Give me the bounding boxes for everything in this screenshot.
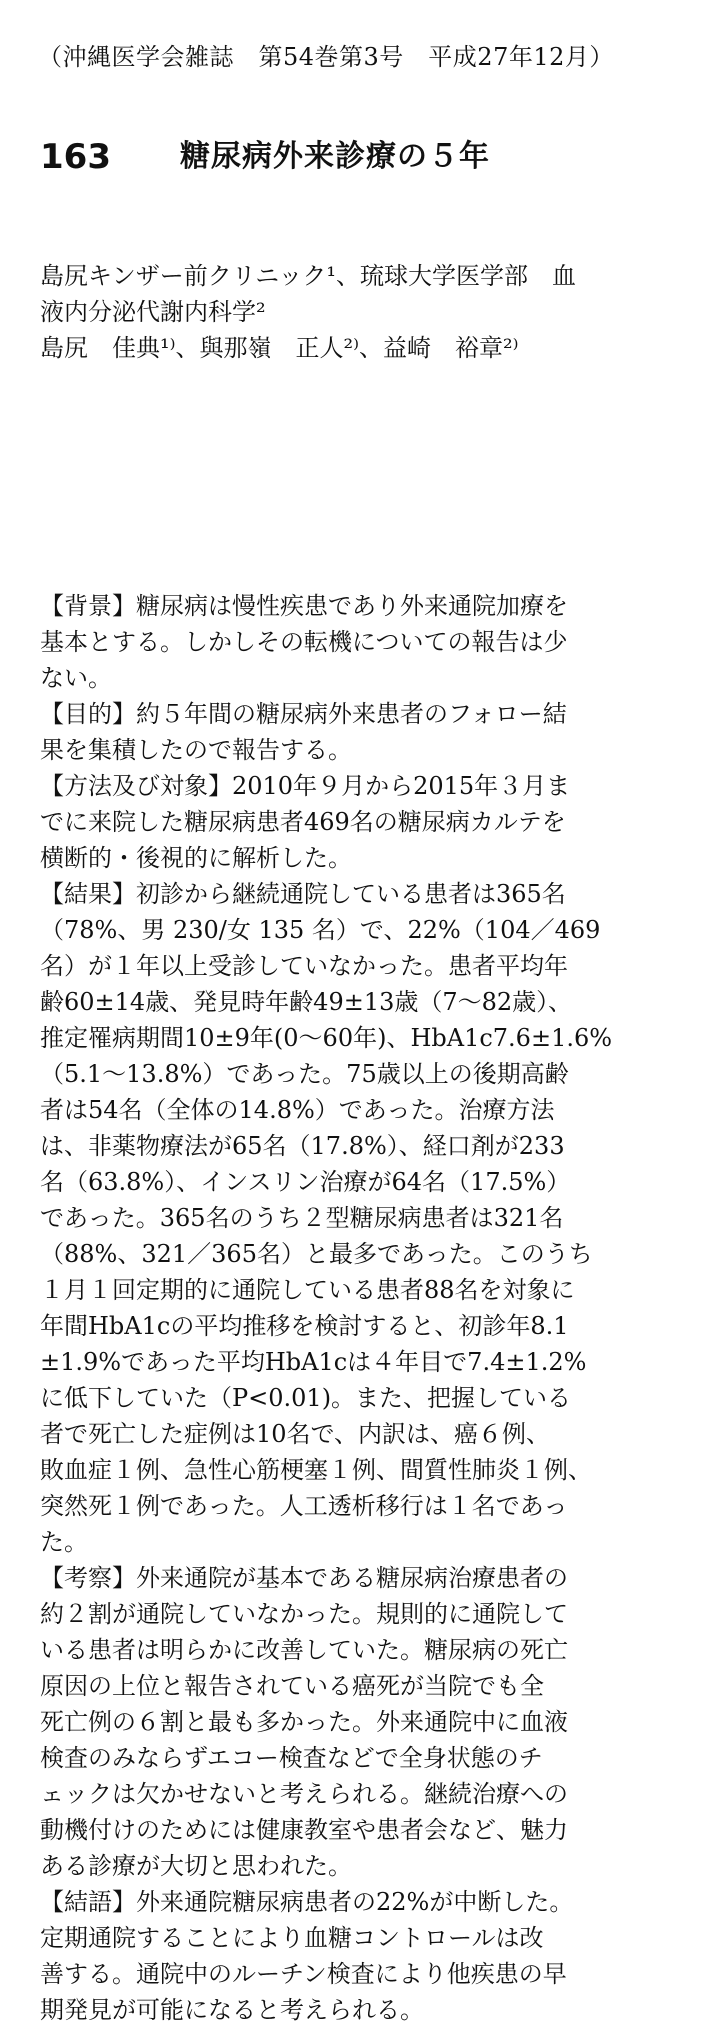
abstract-line: 【目的】約５年間の糖尿病外来患者のフォロー結 <box>40 700 567 728</box>
abstract-line: は、非薬物療法が65名（17.8%）、経口剤が233 <box>40 1132 565 1160</box>
abstract-line: 基本とする。しかしその転機についての報告は少 <box>40 628 568 656</box>
abstract-line: 名（63.8%）、インスリン治療が64名（17.5%） <box>40 1168 571 1196</box>
abstract-line: 死亡例の６割と最も多かった。外来通院中に血液 <box>40 1708 568 1736</box>
abstract-line: 敗血症１例、急性心筋梗塞１例、間質性肺炎１例、 <box>40 1456 592 1484</box>
abstract-line: であった。365名のうち２型糖尿病患者は321名 <box>40 1204 564 1232</box>
abstract-line: 【結果】初診から継続通院している患者は365名 <box>40 880 566 908</box>
abstract-line: 【背景】糖尿病は慢性疾患であり外来通院加療を <box>40 592 568 620</box>
abstract-line: ない。 <box>40 664 112 692</box>
abstract-line: 齢60±14歳、発見時年齢49±13歳（7〜82歳）、 <box>40 988 573 1016</box>
abstract-line: 動機付けのためには健康教室や患者会など、魅力 <box>40 1816 568 1844</box>
affiliation-line: 液内分泌代謝内科学² <box>40 298 266 326</box>
abstract-line: 定期通院することにより血糖コントロールは改 <box>40 1924 544 1952</box>
abstract-line: 原因の上位と報告されている癌死が当院でも全 <box>40 1672 544 1700</box>
journal-header: （沖縄医学会雑誌 第54巻第3号 平成27年12月） <box>38 43 614 71</box>
abstract-line: 果を集積したので報告する。 <box>40 736 352 764</box>
abstract-line: ある診療が大切と思われた。 <box>40 1852 352 1880</box>
abstract-line: いる患者は明らかに改善していた。糖尿病の死亡 <box>40 1636 568 1664</box>
abstract-body <box>40 588 680 2028</box>
abstract-line: ±1.9%であった平均HbA1cは４年目で7.4±1.2% <box>40 1348 587 1376</box>
abstract-line: （78%、男 230/女 135 名）で、22%（104／469 <box>40 916 601 944</box>
abstract-line: 年間HbA1cの平均推移を検討すると、初診年8.1 <box>40 1312 569 1340</box>
abstract-line: １月１回定期的に通院している患者88名を対象に <box>40 1276 575 1304</box>
abstract-line: 者は54名（全体の14.8%）であった。治療方法 <box>40 1096 555 1124</box>
abstract-line: た。 <box>40 1528 88 1556</box>
abstract-line: 【方法及び対象】2010年９月から2015年３月ま <box>40 772 571 800</box>
abstract-line: 【結語】外来通院糖尿病患者の22%が中断した。 <box>40 1888 574 1916</box>
abstract-line: 横断的・後視的に解析した。 <box>40 844 352 872</box>
abstract-line: 【考察】外来通院が基本である糖尿病治療患者の <box>40 1564 568 1592</box>
article-number: 163 <box>40 137 111 177</box>
abstract-line: 推定罹病期間10±9年(0〜60年)、HbA1c7.6±1.6% <box>40 1024 613 1052</box>
abstract-line: 善する。通院中のルーチン検査により他疾患の早 <box>40 1960 567 1988</box>
abstract-line: （5.1〜13.8%）であった。75歳以上の後期高齢 <box>40 1060 569 1088</box>
abstract-line: 者で死亡した症例は10名で、内訳は、癌６例、 <box>40 1420 551 1448</box>
authors-line: 島尻 佳典¹⁾、與那嶺 正人²⁾、益崎 裕章²⁾ <box>40 334 519 362</box>
abstract-line: 約２割が通院していなかった。規則的に通院して <box>40 1600 568 1628</box>
abstract-line: でに来院した糖尿病患者469名の糖尿病カルテを <box>40 808 566 836</box>
abstract-line: 検査のみならずエコー検査などで全身状態のチ <box>40 1744 543 1772</box>
abstract-line: 突然死１例であった。人工透析移行は１名であっ <box>40 1492 568 1520</box>
abstract-line: に低下していた（P<0.01)。また、把握している <box>40 1384 572 1412</box>
abstract-line: （88%、321／365名）と最多であった。このうち <box>40 1240 593 1268</box>
affiliation-block <box>40 258 670 330</box>
affiliation-line: 島尻キンザー前クリニック¹、琉球大学医学部 血 <box>40 262 576 290</box>
abstract-line: 期発見が可能になると考えられる。 <box>40 1996 424 2024</box>
abstract-line: 名）が１年以上受診していなかった。患者平均年 <box>40 952 568 980</box>
abstract-line: ェックは欠かせないと考えられる。継続治療への <box>40 1780 568 1808</box>
article-title: 糖尿病外来診療の５年 <box>180 139 490 174</box>
